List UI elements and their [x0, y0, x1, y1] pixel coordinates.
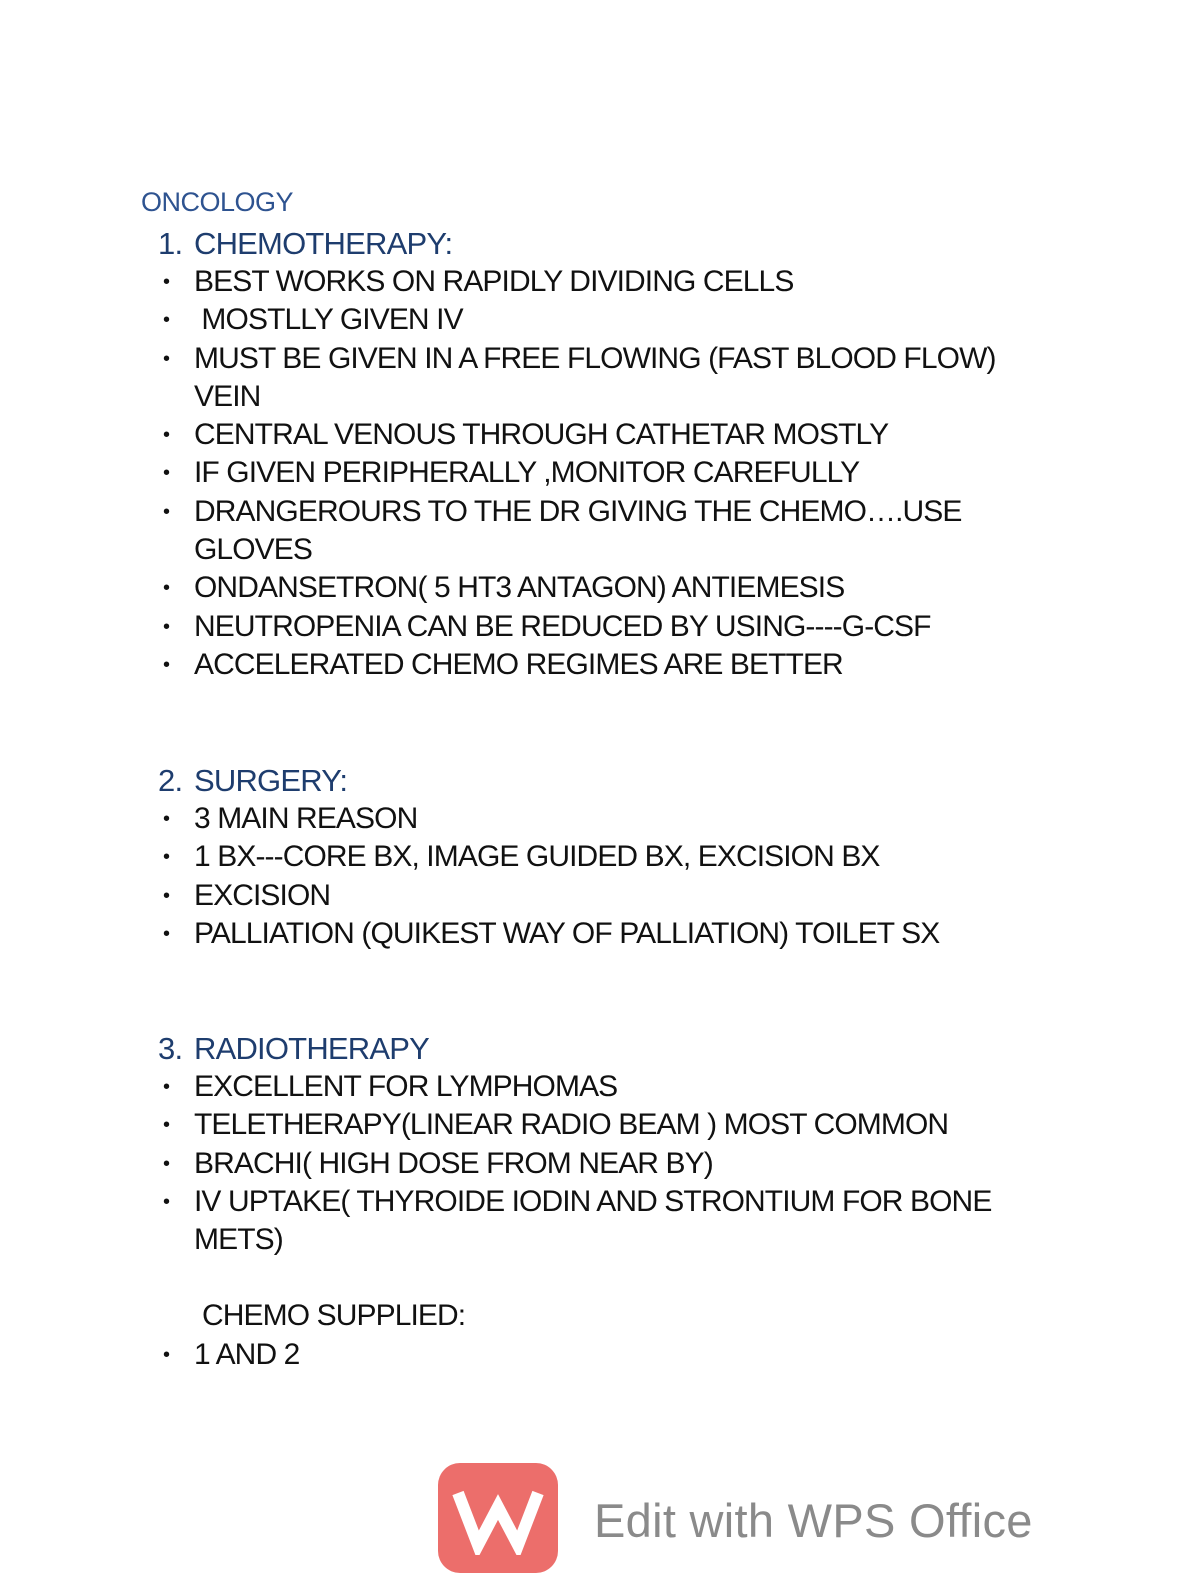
bullet-icon: • — [162, 271, 170, 293]
list-item: • 1 BX---CORE BX, IMAGE GUIDED BX, EXCISION BX — [158, 838, 1058, 876]
bullet-list — [158, 800, 1058, 953]
list-item: • BEST WORKS ON RAPIDLY DIVIDING CELLS — [158, 263, 1058, 301]
bullet-icon: • — [162, 1343, 170, 1366]
section-heading-text: RADIOTHERAPY — [194, 1031, 429, 1066]
bullet-icon: • — [162, 462, 170, 485]
bullet-list — [158, 1068, 1058, 1259]
section-number: 2. — [158, 763, 183, 798]
list-item: • EXCELLENT FOR LYMPHOMAS — [158, 1068, 1058, 1106]
section-heading-text: SURGERY: — [194, 763, 348, 798]
bullet-icon: • — [162, 347, 170, 370]
bullet-icon: • — [162, 1190, 170, 1213]
section-heading — [158, 1030, 1058, 1068]
section-surgery — [158, 762, 1058, 953]
section-heading-text: CHEMOTHERAPY: — [194, 226, 453, 261]
list-item: • DRANGEROURS TO THE DR GIVING THE CHEMO….USE GLOVES — [158, 493, 994, 570]
list-item: • IF GIVEN PERIPHERALLY ,MONITOR CAREFULLY — [158, 454, 1058, 492]
bullet-list — [158, 263, 1058, 684]
bullet-icon: • — [162, 1114, 170, 1137]
list-item: • CENTRAL VENOUS THROUGH CATHETAR MOSTLY — [158, 416, 1058, 454]
list-item: • PALLIATION (QUIKEST WAY OF PALLIATION) TOILET SX — [158, 915, 1058, 953]
document-title: ONCOLOGY — [141, 187, 294, 217]
bullet-icon: • — [162, 615, 170, 638]
bullet-icon: • — [162, 577, 170, 600]
bullet-icon: • — [162, 846, 170, 869]
list-item: • EXCISION — [158, 877, 1058, 915]
list-item: • MOSTLLY GIVEN IV — [158, 301, 1058, 339]
spacer — [158, 1259, 1058, 1297]
wps-watermark[interactable] — [438, 1463, 1058, 1553]
list-item: • NEUTROPENIA CAN BE REDUCED BY USING----G-CSF — [158, 608, 1058, 646]
list-item: • ONDANSETRON( 5 HT3 ANTAGON) ANTIEMESIS — [158, 569, 1058, 607]
section-radiotherapy — [158, 1030, 1058, 1374]
bullet-icon: • — [162, 653, 170, 676]
section-heading — [158, 762, 1058, 800]
wps-watermark-text: Edit with WPS Office — [594, 1494, 1033, 1547]
wps-logo-icon — [438, 1463, 558, 1573]
list-item: • 1 AND 2 — [158, 1336, 1058, 1374]
sub-label: CHEMO SUPPLIED: — [202, 1299, 466, 1333]
bullet-icon: • — [162, 1152, 170, 1175]
wps-w-glyph — [452, 1483, 544, 1555]
sub-bullet-list — [158, 1336, 1058, 1374]
bullet-icon: • — [162, 500, 170, 523]
section-chemotherapy — [158, 225, 1058, 684]
list-item: • 3 MAIN REASON — [158, 800, 1058, 838]
list-item: • ACCELERATED CHEMO REGIMES ARE BETTER — [158, 646, 1058, 684]
list-item: • IV UPTAKE( THYROIDE IODIN AND STRONTIUM FOR BONE METS) — [158, 1183, 1024, 1260]
section-number: 1. — [158, 226, 183, 261]
section-heading — [158, 225, 1058, 263]
bullet-icon: • — [162, 884, 170, 907]
bullet-icon: • — [162, 922, 170, 945]
bullet-icon: • — [162, 309, 170, 332]
list-item: • TELETHERAPY(LINEAR RADIO BEAM ) MOST COMMON — [158, 1106, 1058, 1144]
list-item: • BRACHI( HIGH DOSE FROM NEAR BY) — [158, 1145, 1058, 1183]
bullet-icon: • — [162, 1076, 170, 1098]
section-number: 3. — [158, 1031, 183, 1066]
bullet-icon: • — [162, 424, 170, 447]
list-item: • MUST BE GIVEN IN A FREE FLOWING (FAST BLOOD FLOW) VEIN — [158, 340, 1014, 417]
bullet-icon: • — [162, 808, 170, 830]
